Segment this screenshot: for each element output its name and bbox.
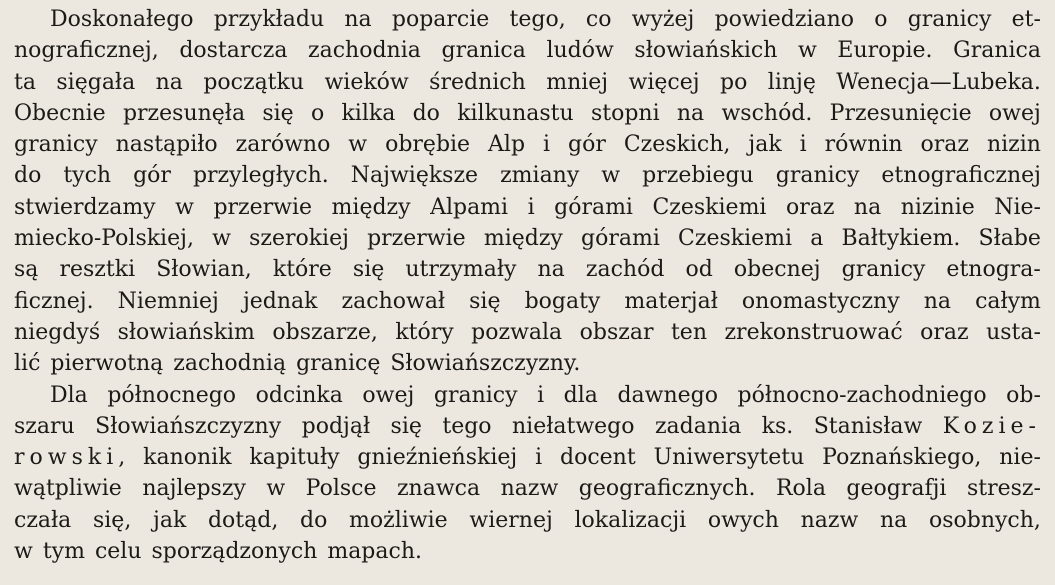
text-line: szaru Słowiańszczyzny podjął się tego niełatwego zadania ks. Stanisław Kozie-	[14, 413, 1041, 439]
text-line: niegdyś słowiańskim obszarze, który pozwala obszar ten zrekonstruować oraz usta-	[14, 319, 1041, 345]
text-line: w tym celu sporządzonych mapach.	[14, 539, 422, 565]
text-line: Dla północnego odcinka owej granicy i dla dawnego północno-zachodniego ob-	[50, 382, 1041, 408]
text-line: granicy nastąpiło zarówno w obrębie Alp i gór Czeskich, jak i równin oraz nizin	[14, 132, 1041, 158]
text-line: czała się, jak dotąd, do możliwie wiernej lokalizacji owych nazw na osobnych,	[14, 507, 1041, 533]
text-line: miecko-Polskiej, w szerokiej przerwie między górami Czeskiemi a Bałtykiem. Słabe	[14, 226, 1041, 252]
text-line: stwierdzamy w przerwie między Alpami i górami Czeskiemi oraz na nizinie Nie-	[14, 194, 1041, 220]
text-line: są resztki Słowian, które się utrzymały na zachód od obecnej granicy etnogra-	[14, 257, 1041, 283]
text-line: ta sięgała na początku wieków średnich mniej więcej po linję Wenecja—Lubeka.	[14, 69, 1041, 95]
text-line: rowski, kanonik kapituły gnieźnieńskiej i docent Uniwersytetu Poznańskiego, nie-	[14, 445, 1041, 471]
text-line: Obecnie przesunęła się o kilka do kilkunastu stopni na wschód. Przesunięcie owej	[14, 100, 1041, 126]
text-line: do tych gór przyległych. Największe zmiany w przebiegu granicy etnograficznej	[14, 163, 1041, 189]
text-line: Doskonałego przykładu na poparcie tego, co wyżej powiedziano o granicy et-	[50, 7, 1041, 32]
text-line: wątpliwie najlepszy w Polsce znawca nazw geograficznych. Rola geografji stresz-	[14, 476, 1041, 502]
paragraph	[14, 4, 1041, 380]
text-line: lić pierwotną zachodnią granicę Słowiańszczyzny.	[14, 351, 581, 377]
text-line: nograficznej, dostarcza zachodnia granica ludów słowiańskich w Europie. Granica	[14, 38, 1041, 64]
text-line: ficznej. Niemniej jednak zachował się bogaty materjał onomastyczny na całym	[14, 288, 1041, 314]
paragraph	[14, 380, 1041, 568]
